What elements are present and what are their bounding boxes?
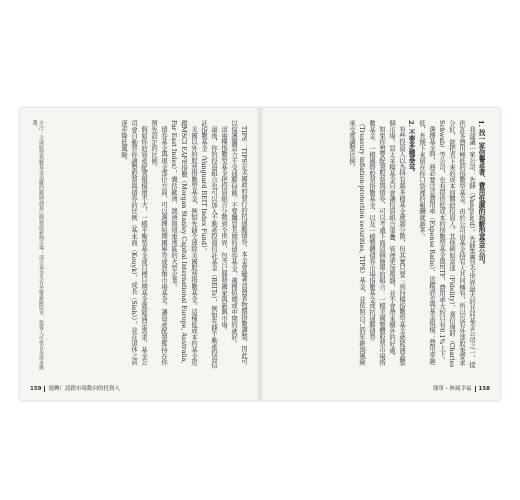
page-number: 159 [30,386,42,392]
page-number: 158 [478,386,490,392]
left-paragraph: 最後，你的投資組合也可以加入不動產投資信託基金（REITs），例如先鋒不動產投資信託指數基金（Vanguard REIT Index Fund）。 [200,120,217,369]
footnote: ※注：全球股票指數基金追蹤的範圍涵蓋已開發與新興市場；部分基金另有外幣避險版本，投資人可依自身需求挑選。 [31,120,44,370]
left-paragraph: 假如你的資產配置規模還不大，一檔平衡型基金或目標日期基金就能滿足需求，基金公司會自動替你調整股票與債券的比例（基本面（Kouyk）、成長（Sieb）），並在退休之前逐步降低風險。 [120,120,147,366]
footer-divider [475,386,476,392]
right-paragraph: 如果你想要配置股票與債券，可以考慮下面這個簡單的組合：一檔美國整體股票市場指數基金、一檔國際股票指數基金，以及一檔整體債券市場指數基金或抗通膨債券（Treasury inflation-protection securities, TIPS）基金，並依照自己的年齡與風險承受度調整比例。 [348,120,385,366]
section-heading: 1. 找一家信譽卓著、費用低廉的指數型基金公司。 [477,120,485,268]
left-paragraph: 這兩種指數型基金把投資組合分散到全世界，包含已開發國家與新興市場。 [220,126,227,335]
right-page-body [282,120,486,370]
left-page-body [48,120,248,370]
section-heading: 2. 不要多種基金。 [407,120,415,176]
left-paragraph: 美國以外的股票指數型基金，例如先鋒全球除美國股票指數基金。這種低成本的基金追蹤MSCI EAFE指數（Morgan Stanley Capital International Europe, Australia, Far East Index），囊括歐洲、澳洲與遠東地區的大型企業。 [170,120,197,366]
book-spread [20,108,500,400]
right-paragraph: 選擇基金時，務必要注意費用率（Expense Ratio）、追蹤誤差與基金規模；費用率越低，長期下來留在你口袋裡的報酬就越多。 [418,120,435,365]
right-paragraph: 我建議一家公司：先鋒（Vanguard）。先鋒集團是全世界最大的共同基金公司之一，提供許多費用極低的指數型基金。由於公司由基金持有人共同擁有，所以沒有外部股東要求分紅，能把省下來的成本回饋給投資人。其他例如富達（Fidelity）、嘉信理財（Charles Schwab）等公司，也有提供低成本的指數型基金與ETF，費用率大約只有0.1%上下。 [438,120,475,369]
left-paragraph: 債券基金與現金部位方面，可以選擇短期國庫券或貨幣市場基金，讓資產配置維持在你預先設定的比例。 [150,120,167,366]
left-paragraph: TIPS：TIPS是美國政府發行的抗通膨債券，本金會隨著消費者物價指數調整，因此可以保護購買力不受通膨侵蝕。不要購買長期的債券基金，選擇短期或中期的就好。 [230,120,247,365]
footer-divider [44,386,45,392]
right-page [260,108,500,400]
left-page [20,108,260,400]
running-title: 簡單・無痛幸福 [433,386,472,392]
right-page-footer [433,384,490,392]
left-page-footer [30,384,120,392]
running-title: 週轉！認錯市場動向的投資人 [48,386,120,392]
right-paragraph: 有些投資人以為持有越多檔基金就越分散，但其實只要三到四檔指數型基金就能涵蓋整個市場。買太多檔基金只會讓投資組合重疊、管理更加複雜，並不會帶來額外的好處。 [388,120,405,366]
